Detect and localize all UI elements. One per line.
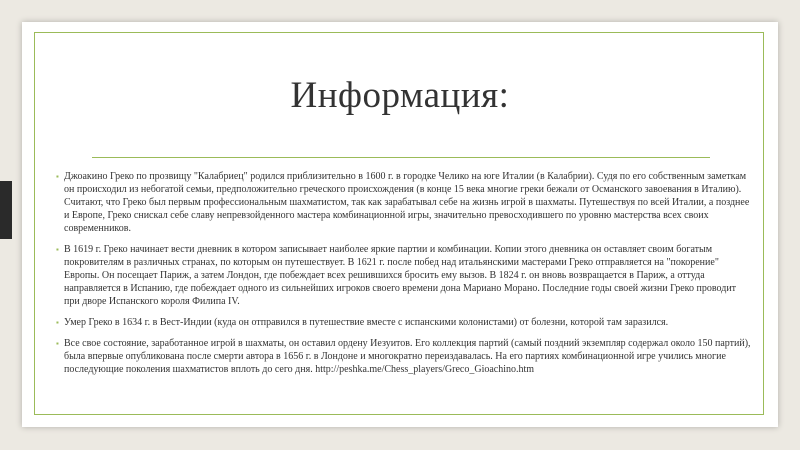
paragraph-text: Все свое состояние, заработанное игрой в шахматы, он оставил ордену Иезуитов. Его коллекция партий (самый поздний экземпляр содержал около 150 партий), была впервые опубликована после смерти автора в 1656 г. в Лондоне и многократно переиздавалась. На его партиях комбинационной игре учились многие последующие поколения шахматистов вплоть до сего дня. http://peshka.me/Chess_players/Greco_Gioachino.htm [64, 338, 751, 375]
left-decor-band [0, 181, 12, 239]
paragraph-text: Умер Греко в 1634 г. в Вест-Индии (куда он отправился в путешествие вместе с испанскими колонистами) от болезни, которой там заразился. [64, 317, 669, 328]
paragraph-diary [56, 243, 754, 308]
title-divider [92, 157, 710, 158]
slide [22, 22, 778, 427]
slide-title: Информация: [290, 75, 510, 116]
bullet-icon: ▪ [56, 339, 59, 348]
slide-body [56, 170, 754, 384]
paragraph-legacy [56, 337, 754, 376]
paragraph-death [56, 316, 754, 329]
bullet-icon: ▪ [56, 245, 59, 254]
paragraph-text: Джоакино Греко по прозвищу "Калабриец" родился приблизительно в 1600 г. в городке Челико на юге Италии (в Калабрии). Судя по его собственным заметкам он происходил из небогатой семьи, предположительно греческого происхождения (в конце 15 века многие греки бежали от Османского завоевания в Италию). Считают, что Греко был первым профессиональным шахматистом, так как зарабатывал себе на жизнь игрой в шахматы. Путешествуя по всей Италии, а позднее и Европе, Греко снискал себе славу непревзойденного мастера комбинационной игры, значительно превосходившего по уровню мастерства всех своих современников. [64, 171, 750, 234]
paragraph-bio [56, 170, 754, 235]
bullet-icon: ▪ [56, 318, 59, 327]
bullet-icon: ▪ [56, 172, 59, 181]
paragraph-text: В 1619 г. Греко начинает вести дневник в котором записывает наиболее яркие партии и комбинации. Копии этого дневника он оставляет своим богатым покровителям в различных странах, по которым он путешествует. В 1621 г. после побед над итальянскими мастерами Греко отправляется на "покорение" Европы. Он посещает Париж, а затем Лондон, где побеждает всех решившихся бросить ему вызов. В 1824 г. он вновь возвращается в Париж, а оттуда направляется в Испанию, где побеждает одного из сильнейших игроков своего времени дона Мариано Морано. Последние годы своей жизни Греко проводит при дворе Испанского короля Филипа IV. [64, 244, 737, 307]
